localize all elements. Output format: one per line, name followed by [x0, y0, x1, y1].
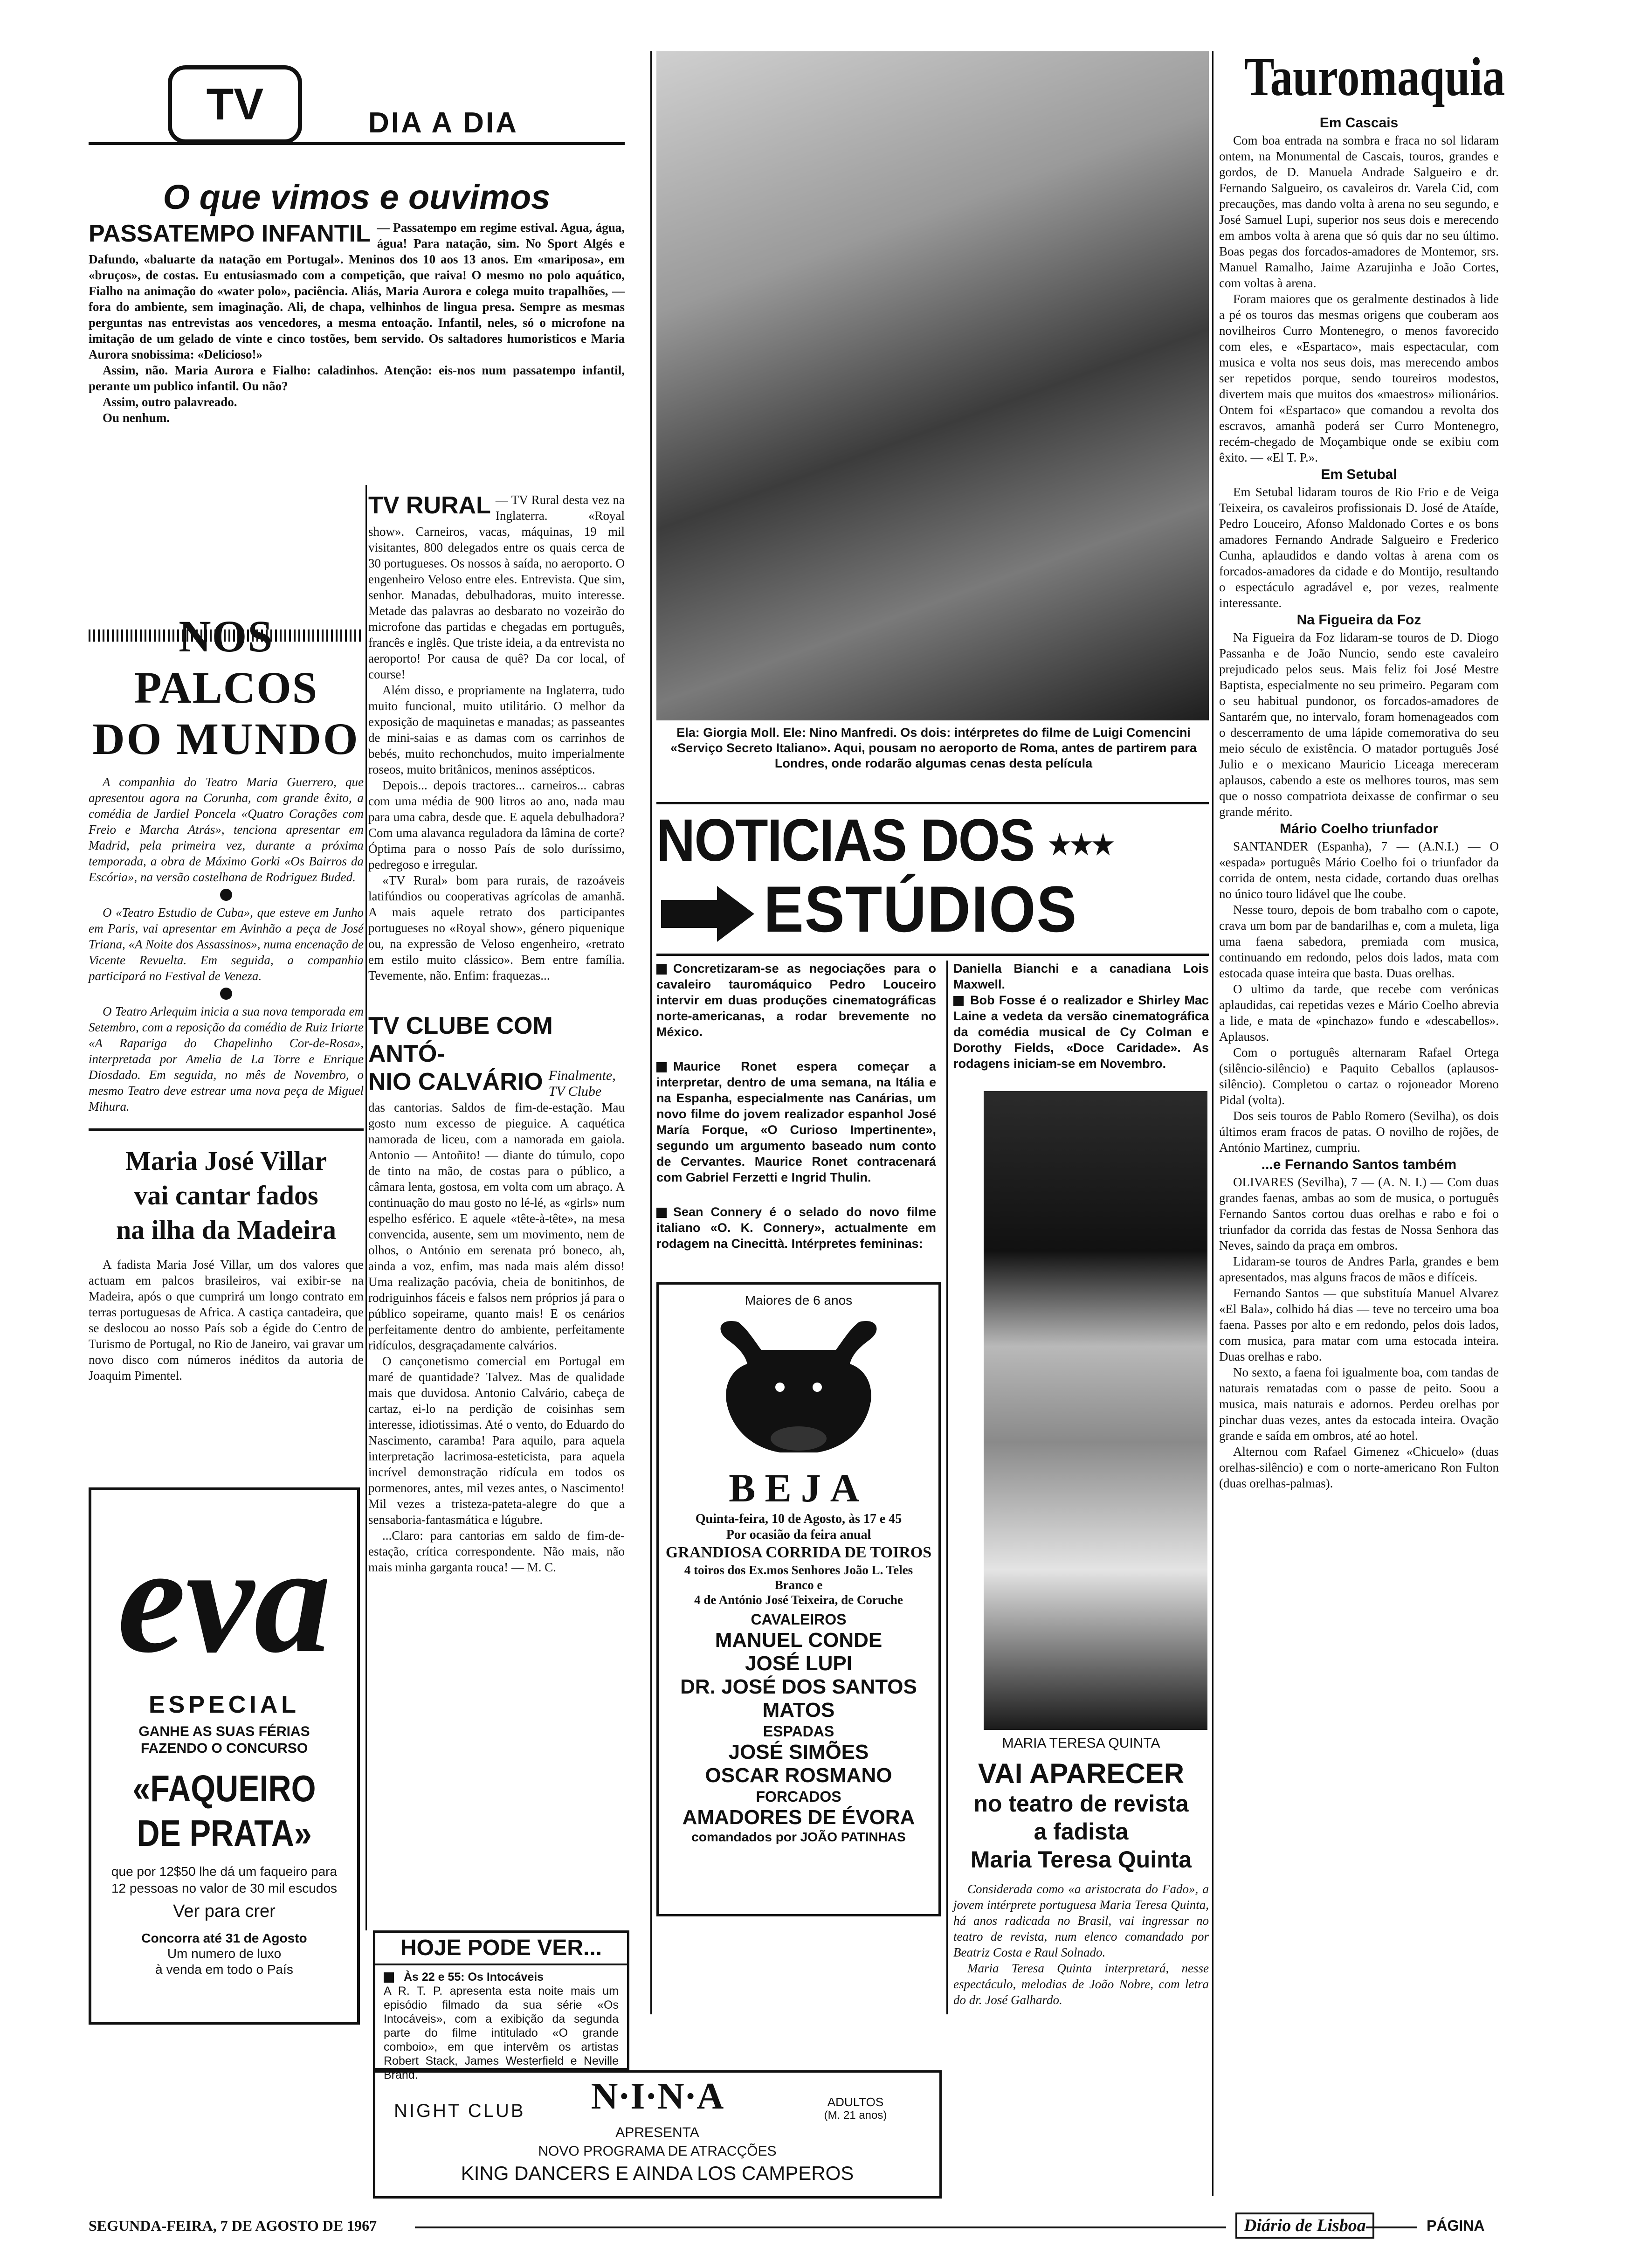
villar-title-3: na ilha da Madeira: [116, 1215, 337, 1245]
vimos-p2: Assim, não. Maria Aurora e Fialho: caladinhos. Atenção: eis-nos num passatempo infantil, perante um publico infantil. Ou não?: [89, 363, 625, 393]
estudios-title-1: NOTICIAS DOS: [656, 807, 1034, 874]
eva-especial: ESPECIAL: [148, 1691, 300, 1718]
tv-logo: TV: [206, 79, 264, 129]
vimos-intro: — Passatempo em regime estival. Agua, água, água! Para natação, sim. No Sport Algés e Dafundo, «baluarte da natação em Portugal». Meninos dos 10 aos 13 anos. Em «mariposa», em «bruços», de costas. Eu entusiasmado com a competição, que raiva! O mesmo no polo aquático, Fialho na animação do «water polo», paciência. Aliás, Maria Aurora e colega muito trapalhões, — fora do ambiente, sem imaginação. Ali, de chapa, velhinhos de lingua presa. Sempre as mesmas perguntas nas entrevistas aos vencedores, a mesma entoação. Infantil, neles, só o microfone na imitação de um gelado de vinte e cinco tostões, bem servido. Os saltadores humoristicos e Maria Aurora snobissima: «Delicioso!»: [89, 221, 625, 361]
bull-icon: [710, 1313, 887, 1462]
beja-c3: DR. JOSÉ DOS SANTOS: [680, 1675, 917, 1698]
villar-title-2: vai cantar fados: [134, 1180, 318, 1210]
footer-paper: Diário de Lisboa: [1235, 2213, 1374, 2239]
beja-title: BEJA: [729, 1466, 869, 1510]
tvrural-p2: Além disso, e propriamente na Inglaterra, tudo muito funcional, muito utilitário. O melhor da exposição de maquinetas e manadas; as passeantes de mini-saias e as damas com os carrinhos de bebés, muito rechonchudos, muito imperialmente roseos, muito britânicos, meninos assépticos.: [368, 683, 625, 776]
bullet-dot: [220, 988, 232, 1000]
eva-ver: Ver para crer: [173, 1902, 276, 1921]
bullet-square: [384, 1972, 394, 1983]
tauro-p4: SANTANDER (Espanha), 7 — (A.N.I.) — O «espada» português Mário Coelho foi o triunfador da corrida de ontem, nesta cidade, cortando duas orelhas no único touro lidável que lhe coube.: [1219, 839, 1499, 901]
tauro-p2: Em Setubal lidaram touros de Rio Frio e de Veiga Teixeira, os cavaleiros profissionais D. José de Ataíde, Pedro Louceiro, Afonso Maldonado Cortes e os bons amadores Fernando Andrade Salgueiro e Frederico Cunha, aplaudidos e dando voltas à arena com os forcados-amadores da cidade e do Montijo, resultando o espectáculo agradável e, por vezes, realmente interessante.: [1219, 485, 1499, 610]
hoje-text: A R. T. P. apresenta esta noite mais um episódio filmado da sua série «Os Intocáveis», com a exibição da segunda parte do filme intitulado «O grande comboio», em que intervêm os artistas Robert Stack, James Westerfield e Neville Brand.: [384, 1984, 619, 2081]
eva-desc: que por 12$50 lhe dá um faqueiro para 12 pessoas no valor de 30 mil escudos: [111, 1864, 338, 1895]
eva-logo: eva: [117, 1514, 331, 1685]
footer: [89, 2213, 1496, 2245]
tauro-p4d: Com o português alternaram Rafael Ortega (silêncio-silêncio) e Paquito Ceballos (aplausos-silêncio). Completou o cartaz o rojoneador Moreno Pidal (volta).: [1219, 1045, 1499, 1107]
nina-ad: [373, 2070, 942, 2199]
beja-c1: MANUEL CONDE: [715, 1629, 883, 1652]
estudios-item: [656, 1204, 936, 1252]
col-rule-right: [1212, 51, 1214, 2196]
photo-top-caption: Ela: Giorgia Moll. Ele: Nino Manfredi. Os dois: intérpretes do filme de Luigi Comencini «Serviço Secreto Italiano». Aqui, pousam no aeroporto de Roma, antes de partirem para Londres, onde rodarão algumas cenas desta película: [670, 726, 1197, 770]
footer-pagina: PÁGINA: [1427, 2217, 1485, 2234]
eva-faqueiro-1: «FAQUEIRO: [132, 1768, 316, 1809]
estudios-item: [953, 992, 1209, 1072]
eva-ad: [89, 1487, 360, 2025]
calvario-title-1: TV CLUBE COM ANTÓ-: [368, 1012, 553, 1067]
tv-header: [89, 65, 625, 149]
estudios-header: [656, 802, 1209, 956]
tauro-p4e: Dos seis touros de Pablo Romero (Sevilha), os dois últimos eram fracos de patas. O novilho de rojões, de António Martinez, cumpriu.: [1219, 1109, 1499, 1155]
palcos-p3: O Teatro Arlequim inicia a sua nova temporada em Setembro, com a reposição da comédia de Ruiz Iriarte «A Rapariga do Chapelinho Cor-de-Rosa», interpretada por Amelia de La Torre e Enrique Diosdado. Em seguida, no mês de Novembro, o mesmo Teatro deve estrear uma nova peça de Miguel Mihura.: [89, 1004, 364, 1113]
beja-maiores: Maiores de 6 anos: [745, 1293, 853, 1307]
hoje-box: [373, 1930, 629, 2081]
palcos-p1: A companhia do Teatro Maria Guerrero, que apresentou agora na Corunha, com grande êxito, a comédia de Jardiel Poncela «Quatro Corações com Freio e Marcha Atrás», tenciona apresentar em Madrid, pela primeira vez, durante a próxima temporada, a obra de Máximo Gorki «Os Bairros da Escória», na versão castelhana de Rodriguez Buded.: [89, 775, 364, 884]
beja-ad: [656, 1282, 941, 1916]
villar-section: [89, 1128, 364, 1383]
nina-acts: KING DANCERS E AINDA LOS CAMPEROS: [461, 2162, 854, 2184]
calvario-p3: ...Claro: para cantorias em saldo de fim-de-estação, crítica correspondente. Não mais, não mais minha garganta rouca! — M. C.: [368, 1528, 625, 1574]
estudios-item2: Maurice Ronet espera começar a interpretar, dentro de uma semana, na Itália e na Espanha, especialmente nas Canárias, um novo filme do jovem realizador espanhol José María Forque, «O Curioso Impertinente», segundo um argumento baseado num conto de Cervantes. Maurice Ronet contracenará com Gabriel Ferzetti e Ingrid Thulin.: [656, 1059, 936, 1184]
estudios-col-a: [656, 961, 936, 1252]
palcos-p2: O «Teatro Estudio de Cuba», que esteve em Junho em Paris, vai apresentar em Avinhão a peça de José Triana, «A Noite dos Assassinos», numa encenação de Vicente Revuelta. Em seguida, a companhia participará no Festival de Veneza.: [89, 906, 364, 983]
col-rule-estudios: [946, 961, 948, 2014]
calvario-p2: O cançonetismo comercial em Portugal em maré de quantidade? Talvez. Mas de qualidade mais que duvidosa. Antonio Calvário, cabeça de cartaz, ei-lo na perdição de coisinhas sem interesse, idiotissimas. Até o vento, do Eduardo do Nascimento, caramba! Para aquilo, para aquela interpretação lacrimosa-esteticista, para aquela incrível demonstração ridícula em todos os pormenores, antes, mil vezes antes, o Nascimento! Mil vezes a tristeza-pateta-alegre do que a sensaboria-fantasmática e lúgubre.: [368, 1354, 625, 1527]
quinta-p2: Maria Teresa Quinta interpretará, nesse espectáculo, melodias de João Nobre, com letra do dr. José Galhardo.: [953, 1961, 1209, 2007]
beja-forcados: FORCADOS: [756, 1788, 841, 1805]
calvario-text: das cantorias. Saldos de fim-de-estação. Mau gosto num excesso de pieguice. A caquética namorada de liceu, com a namorada em gaiola. Antonio — Antoñito! — diante do túmulo, copo de tinto na mão, de costas para o público, a câmara lenta, gostosa, em volta com um abraço. A continuação do mau gosto no lé-lé, as «girls» num espelho esférico. E aquele «tête-à-tête», na mesa convencida, ausente, sem um movimento, nem de olhos, o António em serenata pró boneco, ah, ainda a voz, enfim, mas nada mais além disso! Uma realização pacóvia, cheia de bonitinhos, de rodriguinhos fáceis e falsos nem próprios já para o público sopeirame, quanto mais! E os cenários perfeitamente dentro do ambiente, perfeitamente ridículos, desgraçadamente calvários.: [368, 1100, 625, 1352]
hoje-title: HOJE PODE VER...: [375, 1933, 627, 1965]
tvrural-p4: «TV Rural» bom para rurais, de razoáveis latifúndios ou cooperativas agrícolas de amanhã. A mais aquele retrato dos participantes portugueses no «Royal show», género piquenique ou, na expressão de Veloso engenheiro, «retrato em estilo muito clássico». Bem entre família. Tevemente, não. Enfim: fraquezas...: [368, 873, 625, 982]
beja-e1: JOSÉ SIMÕES: [728, 1741, 869, 1763]
eva-luxo: Um numero de luxo: [167, 1946, 282, 1961]
tauro-h2: Em Setubal: [1321, 467, 1397, 482]
palcos-title-1-line: NOS PALCOS: [134, 611, 318, 712]
beja-toiros2: 4 de António José Teixeira, de Coruche: [694, 1593, 903, 1607]
eva-faqueiro-2: DE PRATA»: [137, 1812, 312, 1854]
vimos-p4: Ou nenhum.: [103, 411, 170, 425]
bullet-square: [656, 1208, 667, 1218]
vimos-p3: Assim, outro palavreado.: [103, 395, 237, 409]
footer-date: SEGUNDA-FEIRA, 7 DE AGOSTO DE 1967: [89, 2217, 377, 2234]
tauro-h3: Na Figueira da Foz: [1296, 612, 1421, 628]
beja-espadas: ESPADAS: [763, 1723, 834, 1740]
tauro-section: [1219, 46, 1505, 1491]
beja-date: Quinta-feira, 10 de Agosto, às 17 e 45: [695, 1512, 902, 1526]
photo-moll-manfredi: [656, 51, 1209, 720]
estudios-title-2: ESTÚDIOS: [764, 872, 1078, 946]
eva-concorra: Concorra até 31 de Agosto: [141, 1931, 307, 1945]
quinta-title-4: Maria Teresa Quinta: [970, 1846, 1192, 1873]
bullet-dot: [220, 889, 232, 901]
beja-feira: Por ocasião da feira anual: [726, 1528, 871, 1542]
tauro-p5: OLIVARES (Sevilha), 7 — (A. N. I.) — Com duas grandes faenas, ambas ao som de musica, o português Fernando Santos cortou duas orelhas e rabo e foi o triunfador da corrida das festas de Nossa Senhora das Neves, saindo da praça em ombros.: [1219, 1175, 1499, 1252]
palcos-title-2: DO MUNDO: [92, 714, 360, 764]
eva-venda: à venda em todo o País: [155, 1962, 293, 1977]
quinta-text: Considerada como «a aristocrata do Fado», a jovem intérprete portuguesa Maria Teresa Quinta, há anos radicada no Brasil, vai ingressar no teatro de revista, num elenco comandado por Beatriz Costa e Raul Solnado.: [953, 1882, 1209, 1959]
col-rule-center-left: [650, 51, 652, 2014]
tauro-p4c: O ultimo da tarde, que recebe com verónicas aplaudidas, cai repetidas vezes e Mário Coelho abrevia a lide, e mata de «pinchazo» fundo e «descabellos». Aplausos.: [1219, 982, 1499, 1044]
section-title: DIA A DIA: [368, 107, 518, 139]
tvrural-p3: Depois... depois tractores... carneiros... cabras com uma média de 900 litros ao ano, nada mau para uma cabra, desde que. E aquela debulhadora? Com uma alavanca reguladora da lâmina de corte? Óptima para o nosso País de solo duríssimo, pedregoso e irregular.: [368, 778, 625, 871]
tauro-p1b: Foram maiores que os geralmente destinados à lide a pé os touros das mesmas origens que couberam aos novilheiros Curro Montenegro, o menos favorecido com eles, e «Espartaco», mais espectacular, com musica e volta nos seus dois, mas merecendo ambos ser repetidos porque, sendo toureiros modestos, divertem mais que muitos dos «maestros» milionários. Ontem foi «Espartaco» que comandou a revolta dos escravos, amanhã poderá ser Curro Montenegro, recém-chegado de Moçambique onde se exibiu com êxito. — «El T. P.».: [1219, 292, 1499, 464]
tauro-p5d: No sexto, a faena foi igualmente boa, com tandas de naturais rematadas com o passe de peito. Soou a musica, mais naturais e adornos. Perdeu orelhas por pinchar duas vezes, antes da estocada inteira. Ovação grande e saída em ombros, até ao hotel.: [1219, 1365, 1499, 1443]
estudios-col-b: [953, 961, 1209, 1072]
beja-e2: OSCAR ROSMANO: [705, 1764, 892, 1787]
estudios-item3: Sean Connery é o selado do novo filme italiano «O. K. Connery», actualmente em rodagem na Cinecittà. Intérpretes femininas:: [656, 1205, 936, 1251]
estudios-item1: Concretizaram-se as negociações para o cavaleiro tauromáquico Pedro Louceiro intervir em duas produções cinematográficas norte-americanas, a rodar brevemente no México.: [656, 961, 936, 1039]
tauro-p5b: Lidaram-se touros de Andres Parla, grandes e bem apresentados, mas alguns fracos de mãos e difíceis.: [1219, 1254, 1499, 1284]
estudios-item: [656, 961, 936, 1040]
tvrural-text: — TV Rural desta vez na Inglaterra. «Royal show». Carneiros, vacas, máquinas, 19 mil visitantes, 800 delegados entre os quais cerca de 30 portugueses. Os nossos à saída, no aeroporto. O engenheiro Veloso entre eles. Entrevista. Que sim, senhor. Manadas, debulhadoras, muito interesse. Metade das palavras ao desbarato no vozeirão do microfone das partidas e chegadas em português, francês e inglês. Que triste ideia, a da entrevista no aeroporto! Por causa de quê? Da cor local, of course!: [368, 493, 625, 681]
tauro-h5: ...e Fernando Santos também: [1261, 1157, 1457, 1172]
quinta-title-1: VAI APARECER: [978, 1758, 1185, 1789]
beja-corrida: GRANDIOSA CORRIDA DE TOIROS: [665, 1544, 932, 1561]
tauro-p5c: Fernando Santos — que substituía Manuel Alvarez «El Bala», colhido há dias — teve no terceiro uma boa faena. Passes por alto e em redondo, pelos dois lados, com musica, para matar com uma estocada inteira. Duas orelhas e rabo.: [1219, 1286, 1499, 1363]
estudios-item4: Bob Fosse é o realizador e Shirley Mac Laine a vedeta da versão cinematográfica da comédia musical de Cy Colman e Dorothy Fields, «Doce Caridade». As rodagens iniciam-se em Novembro.: [953, 993, 1209, 1071]
nina-age: (M. 21 anos): [824, 2109, 887, 2122]
beja-toiros1: 4 toiros dos Ex.mos Senhores João L. Teles Branco e: [684, 1563, 913, 1592]
tauro-h1: Em Cascais: [1319, 115, 1399, 131]
vimos-section: [89, 177, 625, 426]
estudios-item: [656, 1058, 936, 1185]
tauro-p3: Na Figueira da Foz lidaram-se touros de D. Diogo Passanha e de João Nuncio, sendo este cavaleiro prejudicado pelos seus. Mais feliz foi José Mestre Baptista, especialmente no seu primeiro. Pegaram com o seu habitual pundonor, os forcados-amadores de Santarém que, no intervalo, foram homenageados com o descerramento de uma lápide comemorativa do seu meio século de existência. O matador português José Julio e o mexicano Mauricio Liceaga mereceram aplausos, cabendo a este os melhores touros, mas sem que o nosso compatriota deixasse de confirmar o seu grande mérito.: [1219, 630, 1499, 819]
footer-rule-right: [1366, 2227, 1417, 2228]
tv-logo-frame: [168, 65, 302, 144]
nina-apresenta: APRESENTA: [615, 2125, 699, 2140]
beja-cmd: comandados por JOÃO PATINHAS: [691, 1830, 906, 1844]
eva-ganhe: GANHE AS SUAS FÉRIAS FAZENDO O CONCURSO: [138, 1724, 310, 1756]
tauro-p1: Com boa entrada na sombra e fraca no sol lidaram ontem, na Monumental de Cascais, touros, grandes e gordos, de D. Manuela Andrade Salgueiro e dr. Fernando Salgueiro, os cavaleiros dr. Varela Cid, com precauções, mas dando volta à arena no seu segundo, e José Samuel Lupi, superior nos seus dois e merecendo em ambos volta à arena que só quis dar no seu último. Boas pegas dos forcados-amadores de Montemor, srs. Manuel Ramalho, Jaime Azarujinha e João Cortes, com voltas à arena.: [1219, 133, 1499, 290]
quinta-title-2: no teatro de revista: [973, 1791, 1189, 1817]
photo-quinta: [984, 1091, 1207, 1730]
nina-adultos: ADULTOS: [827, 2095, 884, 2109]
estudios-item3b: Daniella Bianchi e a canadiana Lois Maxwell.: [953, 961, 1209, 991]
calvario-section: [368, 1012, 625, 1575]
nina-night: NIGHT CLUB: [394, 2101, 525, 2121]
quinta-photo-caption: MARIA TERESA QUINTA: [1002, 1736, 1160, 1751]
bullet-square: [656, 1062, 667, 1072]
tauro-h4: Mário Coelho triunfador: [1280, 821, 1438, 837]
nina-programa: NOVO PROGRAMA DE ATRACÇÕES: [538, 2144, 777, 2159]
tauro-p5e: Alternou com Rafael Gimenez «Chicuelo» (duas orelhas-silêncio) e com o norte-americano Ron Fulton (duas orelhas-palmas).: [1219, 1445, 1499, 1490]
col-rule-left: [365, 485, 367, 1930]
calvario-title-2: NIO CALVÁRIO: [368, 1068, 543, 1095]
tv-header-rule: [89, 142, 625, 145]
beja-c2: JOSÉ LUPI: [745, 1652, 852, 1675]
nina-title: N·I·N·A: [591, 2076, 724, 2117]
calvario-aside: Finalmente, TV Clube: [548, 1068, 616, 1099]
villar-rule: [89, 1128, 364, 1131]
beja-c4: MATOS: [762, 1699, 835, 1722]
villar-title-1: Maria José Villar: [125, 1146, 327, 1176]
quinta-section: [953, 1758, 1209, 2008]
hoje-show: Os Intocáveis: [468, 1971, 544, 1984]
vimos-sub-label: PASSATEMPO INFANTIL: [89, 220, 371, 247]
villar-text: A fadista Maria José Villar, um dos valores que actuam em palcos brasileiros, vai exibir-se na Madeira, após o que cumprirá um longo contrato em terras portuguesas de Africa. A castiça cantadeira, que se deslocou ao nosso País sob a égide do Centro de Turismo de Portugal, no Rio de Janeiro, vai gravar um novo disco com números inéditos da autoria de Joaquim Pimentel.: [89, 1258, 364, 1383]
tauro-title: Tauromaquia: [1244, 46, 1505, 107]
bullet-square: [953, 996, 964, 1006]
vimos-title: O que vimos e ouvimos: [163, 178, 551, 216]
palcos-body: [89, 611, 364, 1114]
estudios-stars: ★★★: [1048, 829, 1114, 861]
hoje-time: Às 22 e 55:: [403, 1971, 465, 1984]
tauro-p4b: Nesse touro, depois de bom trabalho com o capote, crava um bom par de bandarilhas e, com a muleta, liga uma faena sabedora, premiada com musica, continuando em redondo, pelos dois lados, mata com estocada quase inteira que basta. Duas orelhas.: [1219, 903, 1499, 980]
hoje-line: [375, 1965, 627, 2082]
beja-cavaleiros: CAVALEIROS: [751, 1611, 847, 1628]
bullet-square: [656, 964, 667, 975]
beja-f1: AMADORES DE ÉVORA: [682, 1806, 915, 1829]
tvrural-section: [368, 492, 625, 983]
footer-rule-left: [415, 2227, 1226, 2228]
tvrural-label: TV RURAL: [368, 492, 491, 519]
quinta-title-3: a fadista: [1034, 1819, 1129, 1845]
